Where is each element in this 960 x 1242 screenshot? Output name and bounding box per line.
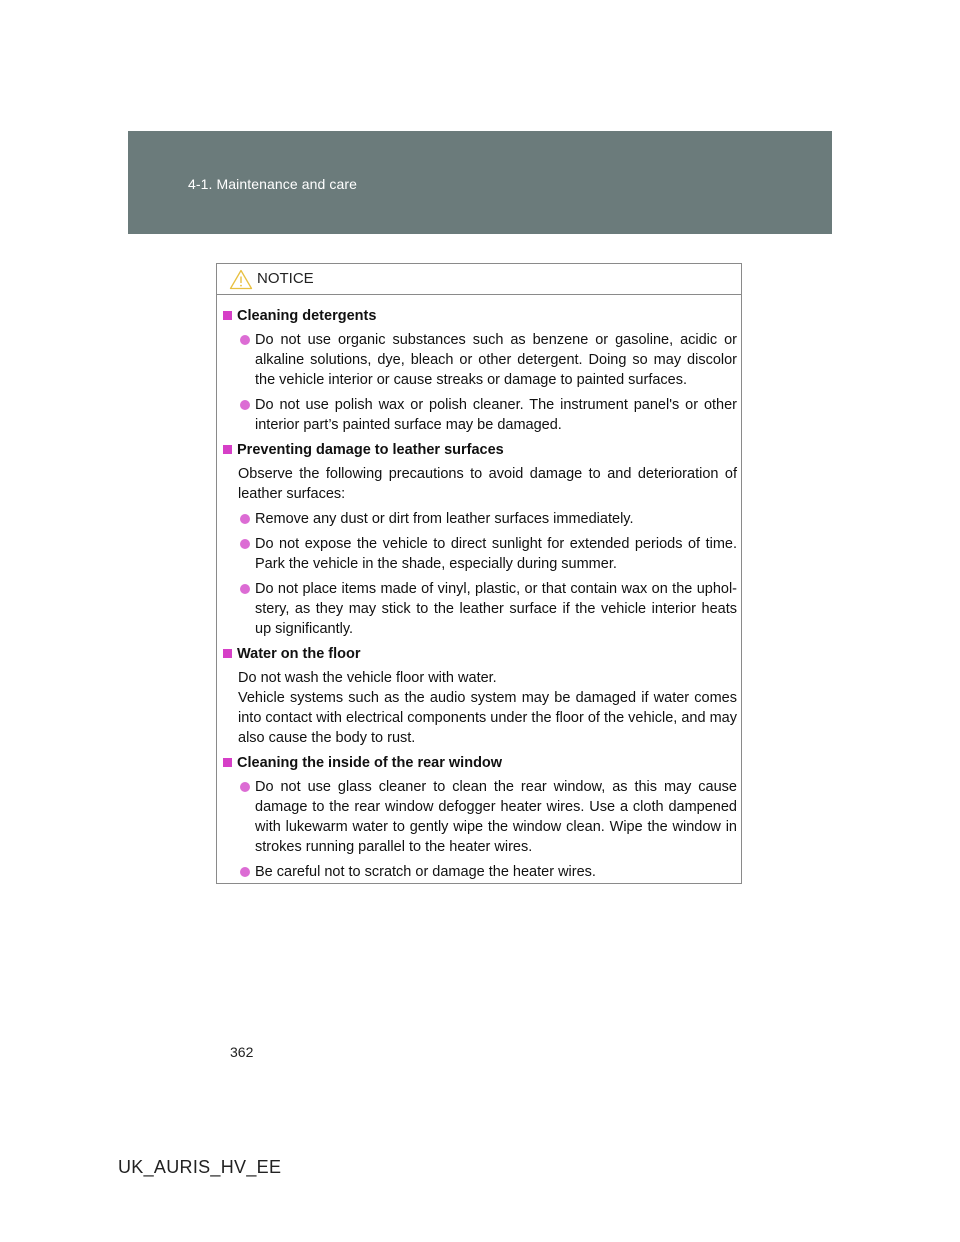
list-item: Do not use polish wax or polish cleaner. The instrument panel's or other interior part’s painted surface may be damaged. — [223, 395, 737, 435]
section-intro: Do not wash the vehicle floor with water. — [238, 670, 497, 686]
square-bullet-icon — [223, 649, 232, 658]
round-bullet-icon — [240, 335, 250, 345]
section-leather-surfaces — [223, 440, 737, 639]
section-rear-window — [223, 753, 737, 882]
page-number: 362 — [230, 1044, 254, 1060]
warning-triangle-icon — [229, 269, 253, 290]
notice-header — [217, 264, 741, 295]
round-bullet-icon — [240, 782, 250, 792]
section-header — [128, 131, 832, 234]
list-item: Do not use organic substances such as benzene or gasoline, acidic or alkaline solutions, dye, bleach or other detergent. Doing so may discolor the vehicle interior or cause streaks or damage to painted surfaces. — [223, 330, 737, 390]
section-title: 4-1. Maintenance and care — [188, 176, 358, 192]
notice-box — [216, 263, 742, 884]
notice-body — [217, 295, 741, 882]
square-bullet-icon — [223, 758, 232, 767]
list-item: Be careful not to scratch or damage the heater wires. — [223, 862, 737, 882]
round-bullet-icon — [240, 867, 250, 877]
notice-title: NOTICE — [257, 270, 314, 287]
square-bullet-icon — [223, 311, 232, 320]
section-heading: Preventing damage to leather surfaces — [223, 440, 737, 460]
list-item: Remove any dust or dirt from leather surfaces immediately. — [223, 509, 737, 529]
round-bullet-icon — [240, 514, 250, 524]
section-intro: Vehicle systems such as the audio system may be damaged if water comes into contact with electrical components under the floor of the vehicle, and may also cause the body to rust. — [238, 690, 737, 746]
list-item: Do not place items made of vinyl, plastic, or that contain wax on the uphol-stery, as they may stick to the leather surface if the vehicle interior heats up significantly. — [223, 579, 737, 639]
square-bullet-icon — [223, 445, 232, 454]
list-item: Do not use glass cleaner to clean the rear window, as this may cause damage to the rear window defogger heater wires. Use a cloth dampened with lukewarm water to gently wipe the window clean. Wipe the window in strokes running parallel to the heater wires. — [223, 777, 737, 857]
section-cleaning-detergents — [223, 306, 737, 435]
round-bullet-icon — [240, 400, 250, 410]
document-code: UK_AURIS_HV_EE — [118, 1157, 282, 1177]
section-intro: Observe the following precautions to avoid damage to and deterioration of leather surfaces: — [238, 466, 737, 502]
section-heading: Cleaning the inside of the rear window — [223, 753, 737, 773]
round-bullet-icon — [240, 584, 250, 594]
round-bullet-icon — [240, 539, 250, 549]
section-heading: Cleaning detergents — [223, 306, 737, 326]
list-item: Do not expose the vehicle to direct sunlight for extended periods of time. Park the vehicle in the shade, especially during summer. — [223, 534, 737, 574]
section-heading: Water on the floor — [223, 644, 737, 664]
section-water-floor — [223, 644, 737, 748]
